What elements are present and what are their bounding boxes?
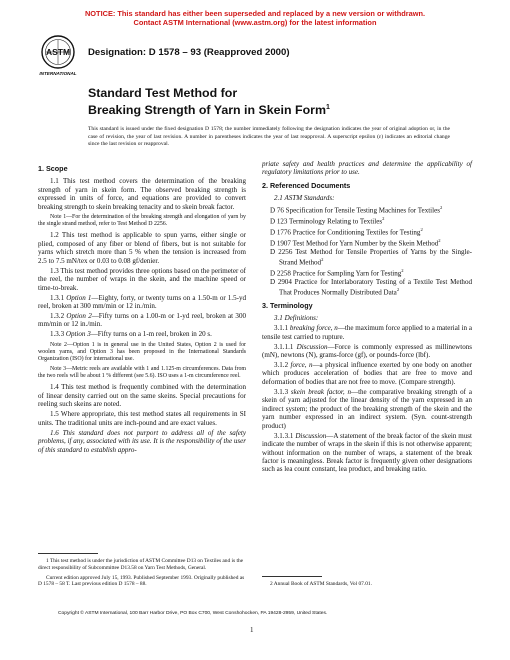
astm-logo	[38, 34, 82, 78]
page-number: 1	[250, 626, 254, 634]
ref-item	[262, 237, 472, 248]
def-3-1-1	[262, 324, 472, 341]
left-column	[38, 160, 246, 455]
para-1-4: 1.4 This test method is frequently combined with the determination of linear density carried out on the same skeins. Special precautions for reeling such skeins are noted.	[38, 383, 246, 409]
option-text: —Eighty, forty, or twenty turns on a 1.50-m or 1.5-yd reel, broken at 300 mm/min or 12 in./min.	[38, 293, 246, 311]
ref-footnote-mark: 2	[439, 205, 443, 211]
ref-footnote-mark: 2	[401, 267, 404, 273]
option-label: Option 1	[66, 293, 92, 302]
para-label: 1.3.3	[50, 330, 65, 339]
withdrawal-notice	[0, 9, 510, 27]
section-2-heading: 2. Referenced Documents	[262, 180, 351, 190]
footnotes-right	[262, 581, 472, 591]
title-line-2	[88, 101, 330, 118]
def-3-1-3-1	[262, 432, 472, 474]
para-1-6-continued	[262, 160, 472, 177]
footnote-rule-right	[262, 576, 322, 577]
designation: Designation: D 1578 – 93 (Reapproved 2000)	[88, 47, 290, 58]
para-1-5: 1.5 Where appropriate, this test method states all requirements in SI units. The traditional units are inch-pound and are exact values.	[38, 410, 246, 427]
safety-text: 1.6 This standard does not purport to address all of the safety problems, if any, associated with its use. It is the responsibility of the user of this standard to establish appro-	[38, 428, 246, 454]
def-label: 3.1.2	[274, 361, 289, 370]
ref-text: D 1907 Test Method for Yarn Number by the Skein Method	[270, 239, 439, 248]
ref-text: D 2256 Test Method for Tensile Properties of Yarns by the Single-Strand Method	[270, 247, 472, 267]
def-label: 3.1.1.1	[274, 342, 294, 351]
option-label: Option 3	[65, 330, 91, 339]
para-1-2: 1.2 This test method is applicable to spun yarns, either single or plied, composed of any fiber or blend of fibers, but is not suitable for yarns which stretch more than 5 % when the tension is increased from 2.5 to 7.5 mN/tex or 0.03 to 0.08 gf/denier.	[38, 231, 246, 265]
para-1-3-2	[38, 312, 246, 329]
astm-standards-text: 2.1 ASTM Standards:	[274, 194, 335, 203]
def-3-1-1-1	[262, 343, 472, 360]
footnote-1: 1 This test method is under the jurisdiction of ASTM Committee D13 on Textiles and is the direct responsibility of Subcommittee D13.58 on Yarn Test Methods, General.	[38, 558, 244, 571]
logo-subtext: INTERNATIONAL	[39, 71, 77, 76]
ref-text: D 76 Specification for Tensile Testing Machines for Textiles	[270, 206, 440, 215]
definitions-label	[262, 314, 472, 322]
ref-text: D 123 Terminology Relating to Textiles	[270, 217, 383, 226]
para-1-3-1	[38, 294, 246, 311]
definitions-text: 3.1 Definitions:	[274, 314, 319, 323]
title-main: Breaking Strength of Yarn in Skein Form	[88, 102, 326, 117]
para-1-3: 1.3 This test method provides three options based on the perimeter of the reel, the number of wraps in the skein, and the machine speed or time-to-break.	[38, 266, 246, 292]
ref-item	[262, 248, 472, 267]
def-term: Discussion	[296, 342, 328, 351]
ref-item	[262, 204, 472, 215]
para-label: 1.3.2	[50, 312, 65, 321]
right-column	[262, 160, 472, 475]
ref-footnote-mark: 2	[438, 237, 441, 243]
para-label: 1.3.1	[50, 293, 65, 302]
def-text: —a physical influence exerted by one body on another which produces acceleration of bodies that are free to move and deformation of bodies that are not free to move. (Compare strength).	[262, 361, 473, 386]
def-text: —the comparative breaking strength of a skein of yarn adjusted for the linear density of the yarn expressed in an indirect system; the product of the breaking strength of the skein and the yarn number expressed in an indirect system. (Syn. count-strength product)	[262, 387, 472, 430]
footnotes-left	[38, 558, 246, 591]
def-label: 3.1.1	[274, 324, 289, 333]
note-3: Note 3—Metric reels are available with 1 and 1.125-m circumferences. Data from the two reels will be about 1 % different (see 5.6). ISO uses a 1-m circumference reel.	[38, 366, 246, 380]
copyright-line: Copyright © ASTM International, 100 Barr Harbor Drive, PO Box C700, West Conshohocken, PA 19428-2959, United States.	[58, 611, 328, 616]
ref-footnote-mark: 2	[321, 256, 324, 262]
option-label: Option 2	[66, 312, 92, 321]
title-footnote-mark: 1	[326, 103, 330, 111]
astm-standards-label	[262, 194, 472, 202]
document-title	[88, 86, 330, 117]
def-term: force, n	[290, 361, 313, 370]
notice-line-1: NOTICE: This standard has either been superseded and replaced by a new version or withdrawn.	[84, 9, 426, 18]
ref-footnote-mark: 2	[396, 287, 400, 292]
ref-item	[262, 226, 472, 237]
def-text: —Force is commonly expressed as millinewtons (mN), newtons (N), grams-force (gf), or pounds-force (lbf).	[262, 342, 472, 360]
footnote-2: 2 Annual Book of ASTM Standards, Vol 07.01.	[270, 581, 372, 587]
section-3-heading: 3. Terminology	[262, 300, 313, 310]
ref-footnote-mark: 2	[420, 226, 423, 232]
note-2: Note 2—Option 1 is in general use in the United States, Option 2 is used for woolen yarns, and Option 3 has been proposed in the International Standards Organization (ISO) for international use.	[38, 341, 246, 363]
ref-text: D 1776 Practice for Conditioning Textiles for Testing	[270, 228, 421, 237]
ref-item	[262, 267, 472, 278]
def-term: breaking force, n	[289, 324, 338, 333]
def-label: 3.1.3.1	[274, 431, 294, 440]
def-text: —the maximum force applied to a material in a tensile test carried to rupture.	[262, 324, 472, 341]
note-1: Note 1—For the determination of the breaking strength and elongation of yarn by the single strand method, refer to Test Method D 2256.	[38, 214, 246, 228]
footnote-1b: Current edition approved July 15, 1993. Published September 1993. Originally published as D 1578 – 58 T. Last previous edition D 1578 – 88.	[38, 574, 245, 588]
def-text: —A statement of the break factor of the skein must indicate the number of wraps in the skein if this is not otherwise apparent; without information on the number of wraps, a statement of the break factor is meaningless. Break factor is frequently given other designations such as lea count constant, lea product, and breaking ratio.	[262, 431, 472, 474]
ref-item	[262, 215, 472, 226]
safety-text-continued: priate safety and health practices and determine the applicability of regulatory limitations prior to use.	[262, 160, 472, 177]
notice-line-2: Contact ASTM International (www.astm.org) for the latest information	[133, 18, 377, 27]
def-3-1-2	[262, 361, 472, 386]
section-1-heading: 1. Scope	[38, 164, 68, 173]
issued-note: This standard is issued under the fixed designation D 1578; the number immediately following the designation indicates the year of original adoption or, in the case of revision, the year of last revision. A number in parentheses indicates the year of last reapproval. A superscript epsilon (ε) indicates an editorial change since the last revision or reapproval.	[88, 126, 450, 147]
def-label: 3.1.3	[274, 387, 289, 396]
ref-footnote-mark: 2	[382, 216, 385, 222]
ref-item	[262, 278, 472, 297]
def-3-1-3	[262, 388, 472, 430]
footnote-rule-left	[38, 553, 98, 554]
option-text: —Fifty turns on a 1.00-m or 1-yd reel, broken at 300 mm/min or 12 in./min.	[38, 312, 246, 329]
title-line-1: Standard Test Method for	[88, 86, 238, 100]
para-1-1: 1.1 This test method covers the determination of the breaking strength of yarn in skein form. The observed breaking strength is expressed in units of force, and equations are provided to convert breaking strength to skein breaking tenacity and to skein break factor.	[38, 177, 246, 211]
def-term: skein break factor, n	[290, 387, 352, 396]
def-term: Discussion	[295, 431, 327, 440]
ref-text: D 2904 Practice for Interlaboratory Testing of a Textile Test Method That Produces Normally Distributed Data	[270, 277, 472, 297]
ref-text: D 2258 Practice for Sampling Yarn for Testing	[270, 269, 402, 278]
para-1-6	[38, 429, 246, 454]
para-1-3-3	[38, 330, 246, 338]
option-text: —Fifty turns on a 1-m reel, broken in 20 s.	[90, 330, 212, 339]
logo-text: ASTM	[45, 47, 71, 57]
